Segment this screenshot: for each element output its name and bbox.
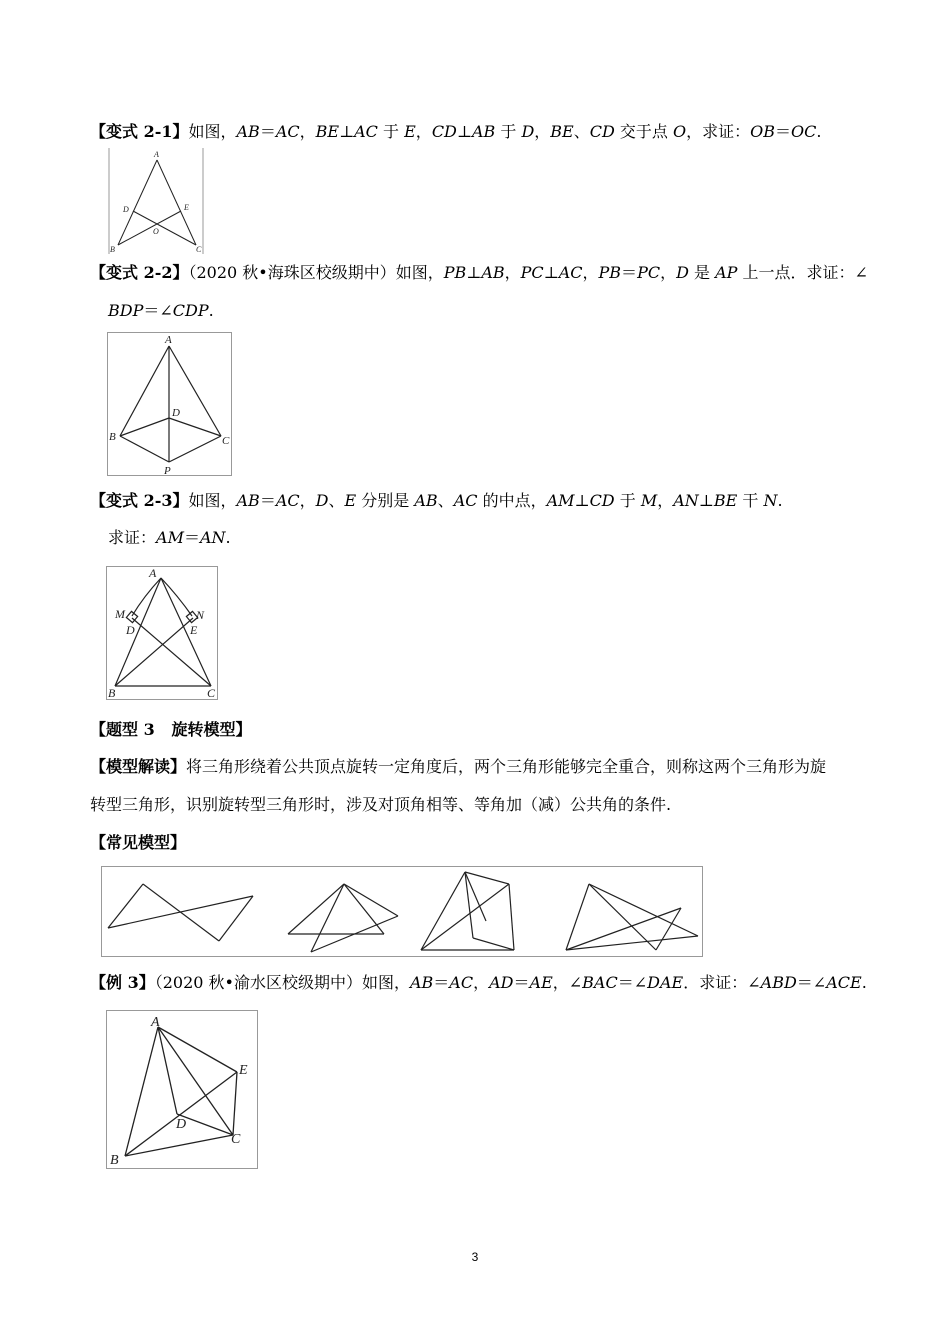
variant-2-1-tag: 【变式 2-1】 [90, 122, 189, 141]
example-3-figure [106, 1010, 258, 1169]
label-c: C [196, 245, 202, 254]
variant-2-2-tag: 【变式 2-2】 [90, 263, 189, 282]
label-a: A [149, 566, 157, 580]
common-models-heading: 【常见模型】 [90, 833, 187, 852]
label-d: D [126, 623, 135, 637]
label-b: B [110, 1153, 119, 1168]
label-e: E [239, 1063, 248, 1078]
variant-2-3-text-cont: 求证：AM＝AN. [108, 528, 231, 547]
page-number: 3 [471, 1250, 479, 1264]
example-3-tag: 【例 3】 [90, 973, 155, 992]
variant-2-1-figure [108, 148, 204, 254]
label-o: O [153, 227, 159, 236]
variant-2-2-text: 【变式 2-2】（2020 秋•海珠区校级期中）如图，PB⊥AB，PC⊥AC，PB＝PC，D 是 AP 上一点．求证：∠ [90, 263, 868, 282]
label-c: C [207, 686, 216, 700]
model-reading-line2: 转型三角形，识别旋转型三角形时，涉及对顶角相等、等角加（减）公共角的条件. [90, 795, 672, 814]
variant-2-3-figure [106, 566, 218, 700]
label-e: E [190, 623, 198, 637]
label-e: E [184, 203, 189, 212]
variant-2-3-text: 【变式 2-3】如图，AB＝AC，D、E 分别是 AB、AC 的中点，AM⊥CD 于 M，AN⊥BE 干 N. [90, 491, 783, 510]
label-c: C [231, 1132, 241, 1147]
label-a: A [154, 150, 159, 159]
label-d: D [123, 205, 129, 214]
label-m: M [115, 607, 125, 621]
variant-2-3-tag: 【变式 2-3】 [90, 491, 189, 510]
common-models-figure [101, 866, 703, 957]
label-n: N [196, 608, 205, 622]
variant-2-2-figure [107, 332, 232, 476]
label-p: P [164, 465, 171, 476]
model-reading-line1: 【模型解读】将三角形绕着公共顶点旋转一定角度后，两个三角形能够完全重合，则称这两个三角形为旋 [90, 757, 827, 776]
label-a: A [151, 1015, 160, 1030]
variant-2-2-text-cont: BDP＝∠CDP. [108, 301, 214, 320]
example-3-text: 【例 3】（2020 秋•渝水区校级期中）如图，AB＝AC，AD＝AE，∠BAC＝∠DAE．求证：∠ABD＝∠ACE. [90, 973, 867, 992]
label-d: D [176, 1117, 187, 1132]
label-d: D [172, 407, 180, 419]
label-b: B [110, 245, 115, 254]
variant-2-1-text: 【变式 2-1】如图，AB＝AC，BE⊥AC 于 E，CD⊥AB 于 D，BE、CD 交于点 O，求证：OB＝OC. [90, 122, 822, 141]
type-3-heading: 【题型 3 旋转模型】 [90, 720, 252, 739]
label-c: C [222, 435, 230, 447]
label-a: A [165, 334, 172, 346]
label-b: B [109, 431, 116, 443]
label-b: B [108, 686, 116, 700]
